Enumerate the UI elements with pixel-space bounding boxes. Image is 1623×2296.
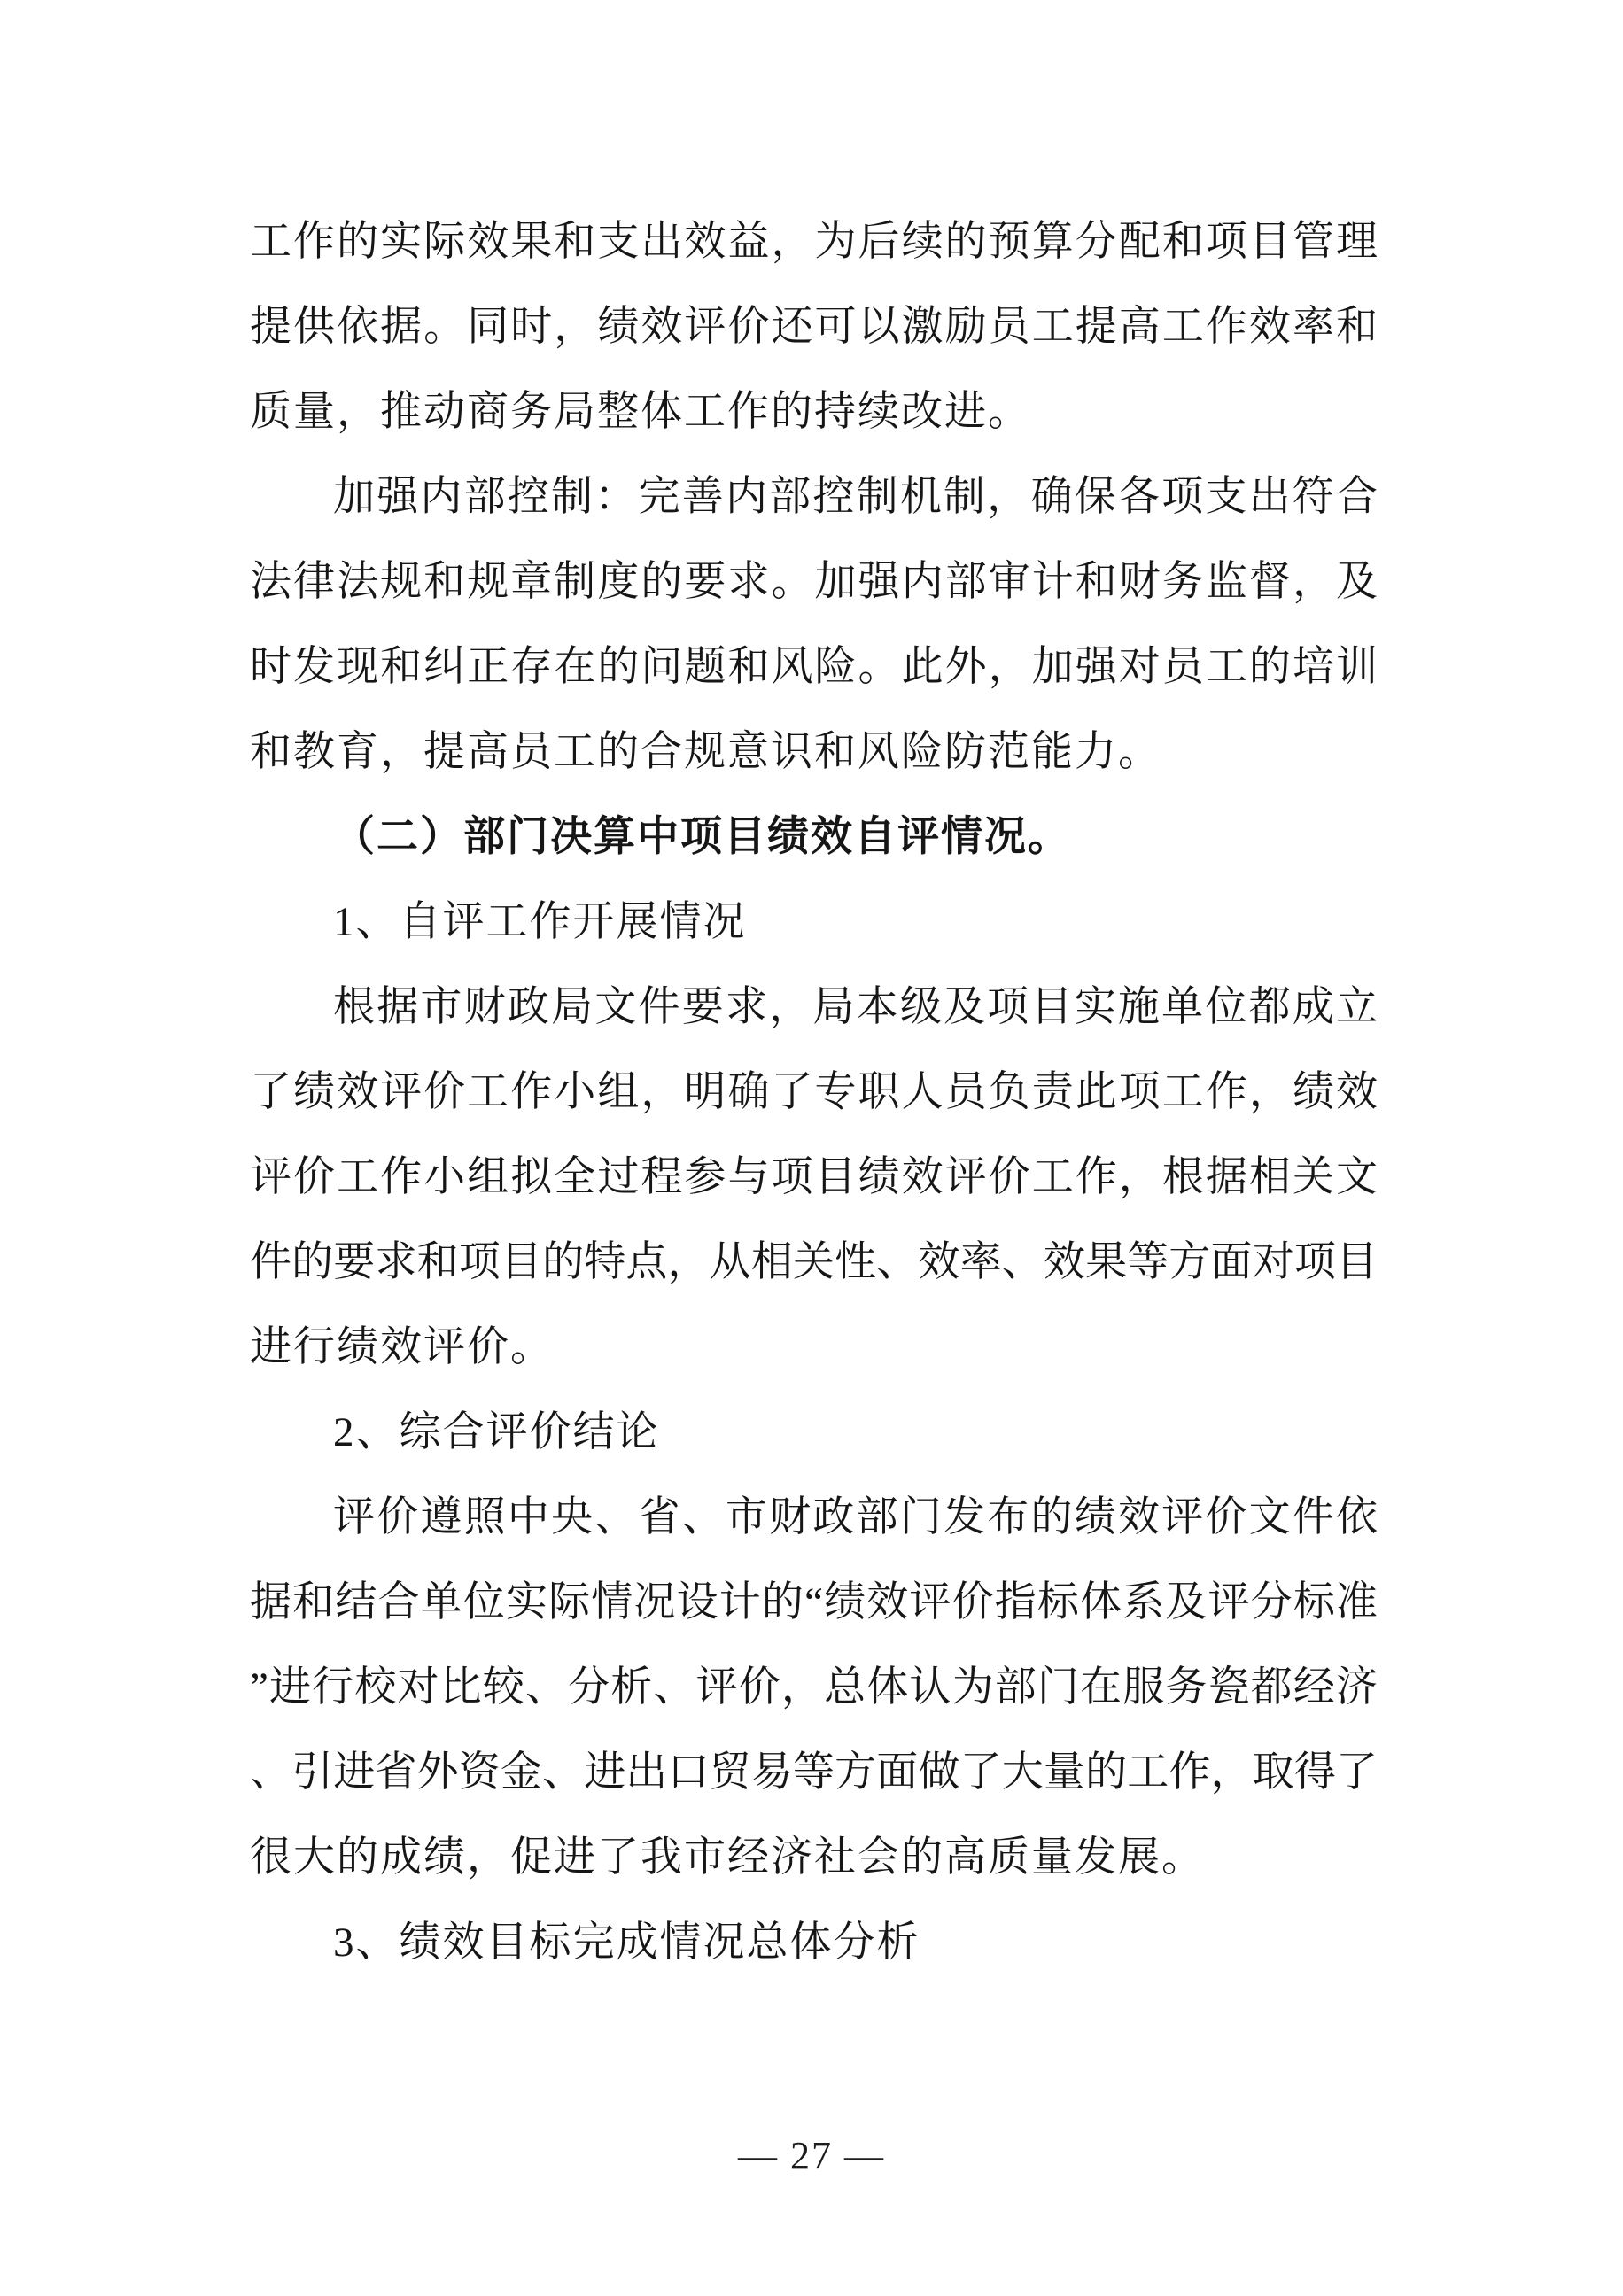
body-line: 件的要求和项目的特点，从相关性、效率、效果等方面对项目 — [250, 1239, 1378, 1285]
body-line: 很大的成绩，促进了我市经济社会的高质量发展。 — [250, 1834, 1205, 1881]
body-line: 评价遵照中央、省、市财政部门发布的绩效评价文件依 — [333, 1494, 1378, 1540]
section-heading: （二）部门决算中项目绩效自评情况。 — [333, 814, 1071, 860]
body-line: ”进行校对比较、分析、评价，总体认为部门在服务瓷都经济 — [250, 1664, 1378, 1710]
subsection-heading-3: 3、绩效目标完成情况总体分析 — [333, 1920, 920, 1966]
body-line: 时发现和纠正存在的问题和风险。此外，加强对员工的培训 — [250, 644, 1378, 690]
body-line: 加强内部控制：完善内部控制机制，确保各项支出符合 — [333, 474, 1378, 520]
body-line: 评价工作小组拟全过程参与项目绩效评价工作，根据相关文 — [250, 1154, 1378, 1200]
body-line: 提供依据。同时，绩效评价还可以激励员工提高工作效率和 — [250, 304, 1378, 350]
body-line: 了绩效评价工作小组，明确了专职人员负责此项工作，绩效 — [250, 1069, 1378, 1115]
subsection-heading-2: 2、综合评价结论 — [333, 1409, 660, 1455]
body-line: 工作的实际效果和支出效益，为后续的预算分配和项目管理 — [250, 219, 1378, 265]
body-line: 根据市财政局文件要求，局本级及项目实施单位都成立 — [333, 984, 1378, 1030]
body-line: 进行绩效评价。 — [250, 1324, 554, 1370]
body-line: 据和结合单位实际情况设计的“绩效评价指标体系及评分标准 — [250, 1579, 1378, 1625]
body-line: 、引进省外资金、进出口贸易等方面做了大量的工作，取得了 — [250, 1749, 1378, 1796]
body-line: 和教育，提高员工的合规意识和风险防范能力。 — [250, 729, 1161, 775]
body-line: 法律法规和规章制度的要求。加强内部审计和财务监督，及 — [250, 559, 1378, 605]
subsection-heading-1: 1、自评工作开展情况 — [333, 899, 747, 945]
body-line: 质量，推动商务局整体工作的持续改进。 — [250, 389, 1031, 435]
document-body — [250, 199, 1378, 1985]
page-number: — 27 — — [738, 2134, 885, 2177]
